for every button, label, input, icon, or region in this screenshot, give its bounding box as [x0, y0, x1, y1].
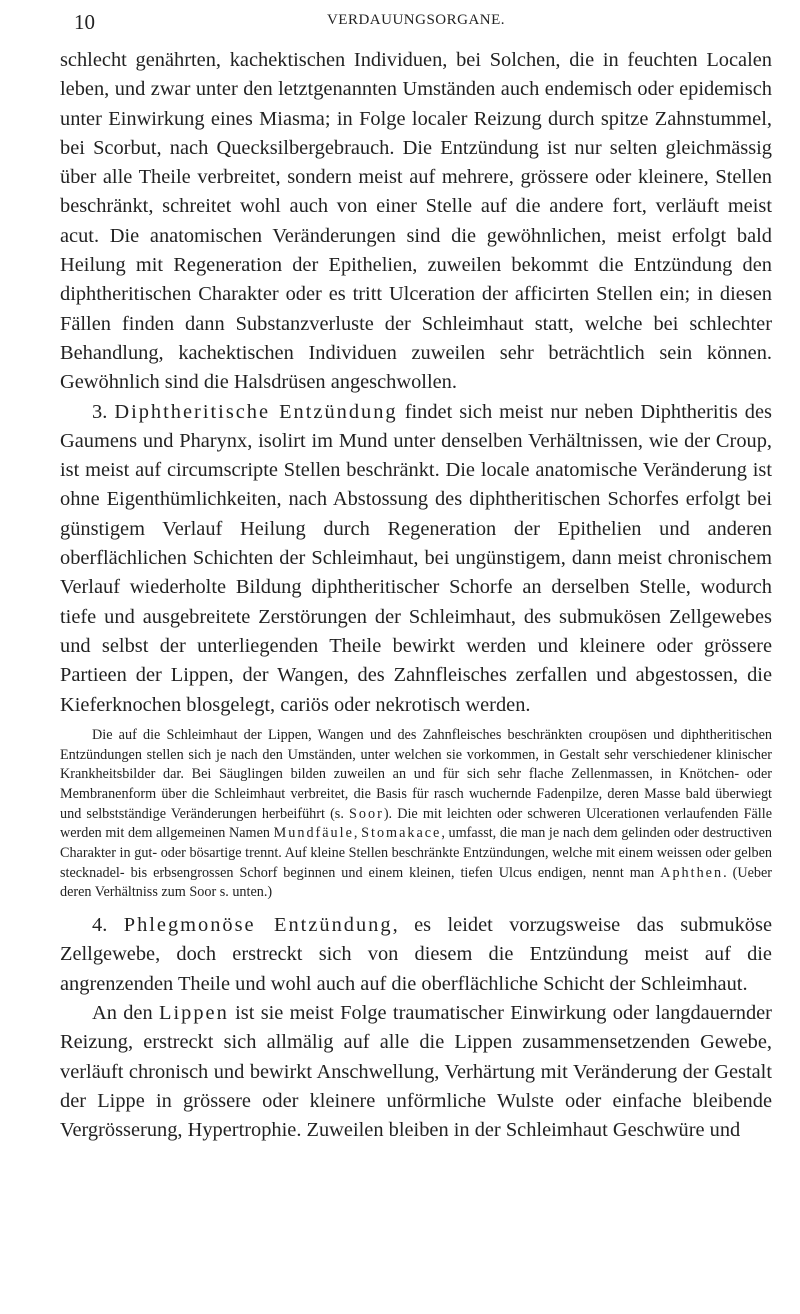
section-term: Diphtheritische Entzündung [114, 400, 398, 423]
note-paragraph [60, 726, 772, 903]
page-number: 10 [74, 10, 95, 34]
section-term: Lippen [159, 1002, 229, 1025]
note-text: . (Ueber deren Verhältniss zum Soor s. unten.) [60, 864, 772, 901]
section-intro: An den [92, 1002, 153, 1025]
section-text: findet sich meist nur neben Diphtheritis des Gaumens und Pharynx, isolirt im Mund unter denselben Verhältnissen, wie der Croup, ist meist auf circumscripte Stellen beschränkt. Die locale anatomische Veränderung ist ohne Eigenthümlichkeiten, nach Abstossung des diphtheritischen Schorfes erfolgt bei günstigem Verlauf Heilung durch Regeneration der Epithelien und anderen oberflächlichen Schichten der Schleimhaut, bei ungünstigem, dann meist chronischem Verlauf wiederholte Bildung diphtheritischer Schorfe an derselben Stelle, wodurch tiefe und ausgebreitete Zerstörungen der Schleimhaut, des submukösen Zellgewebes und selbst der unterliegenden Theile bewirkt werden und kleinere oder grössere Partieen der Lippen, der Wangen, des Zahnfleisches zerfallen und abgestossen, die Kieferknochen blosgelegt, cariös oder nekrotisch werden. [60, 400, 772, 716]
section-number: 3. [92, 400, 108, 423]
note-text: Die auf die Schleimhaut der Lippen, Wangen und des Zahnfleisches beschränkten croupösen und diphtheritischen Entzündungen stellen sich je nach den Umständen, unter welchen sie vorkommen, in Gestalt sehr verschiedener klinischer Krankheitsbilder dar. Bei Säuglingen bilden zuweilen an und für sich sehr flache Zellenmassen, in Knötchen- oder Membranenform über die Schleimhaut verbreitet, die Basis für rasch wuchernde Fadenpilze, deren Masse bald überwiegt und selbstständige Veränderungen herbeiführt (s. [60, 726, 772, 822]
section-number: 4. [92, 914, 108, 937]
book-page [60, 0, 772, 1146]
section-term: Phlegmonöse Entzündung [123, 914, 393, 937]
section-text: , es leidet vorzugsweise das submuköse Zellgewebe, doch erstreckt sich von diesem die Entzündung meist auf die angrenzenden Theile und wohl auch auf die oberflächliche Schicht der Schleimhaut. [60, 914, 772, 995]
note-term-stomakace: Stomakace [361, 825, 442, 842]
paragraph-continuation: schlecht genährten, kachektischen Individuen, bei Solchen, die in feuchten Localen leben, und zwar unter den letztgenannten Umständen auch endemisch oder epidemisch unter Einwirkung eines Miasma; in Folge localer Reizung durch spitze Zahnstummel, bei Scorbut, nach Quecksilbergebrauch. Die Entzündung ist nur selten gleichmässig über alle Theile verbreitet, sondern meist auf mehrere, grössere oder kleinere, Stellen beschränkt, schreitet wohl auch von einer Stelle auf die andere fort, verläuft meist acut. Die anatomischen Veränderungen sind die gewöhnlichen, meist erfolgt bald Heilung mit Regeneration der Epithelien, zuweilen bekommt die Entzündung den diphtheritischen Charakter oder es tritt Ulceration der afficirten Stellen ein; in diesen Fällen finden dann Substanzverluste der Schleimhaut statt, welche bei schlechter Behandlung, kachektischen Individuen zuweilen sehr beträchtlich sein können. Gewöhnlich sind die Halsdrüsen angeschwollen. [60, 49, 772, 394]
paragraph-phlegmonous [60, 911, 772, 999]
note-text: , umfasst, die man je nach dem gelinden oder destructiven Charakter in gut- oder bösartige trennt. Auf kleine Stellen beschränkte Entzündungen, welche mit einem weissen oder gelben stecknadel- bis erbsengrossen Schorf beginnen und einem kleinen, tiefen Ulcus endigen, nennt man [60, 825, 773, 881]
note-term-aphthen: Aphthen [660, 864, 724, 881]
note-text: ). Die mit leichten oder schweren Ulcerationen verlaufenden Fälle werden mit dem allgemeinen Namen [60, 805, 772, 842]
note-text: , [353, 825, 358, 842]
note-term-mundfaeule: Mundfäule [273, 825, 354, 842]
section-text: ist sie meist Folge traumatischer Einwirkung oder langdauernder Reizung, erstreckt sich allmälig auf alle die Lippen zusammensetzenden Gewebe, verläuft chronisch und bewirkt Anschwellung, Verhärtung mit Veränderung der Gestalt der Lippe in grössere oder kleinere unförmliche Wulste oder einfache bleibende Vergrösserung, Hypertrophie. Zuweilen bleiben in der Schleimhaut Geschwüre und [60, 1002, 772, 1142]
paragraph-lips [60, 999, 772, 1145]
paragraph-diphtheritic [60, 398, 772, 720]
body-text [60, 46, 772, 1146]
note-term-soor: Soor [349, 805, 384, 822]
running-head [60, 6, 772, 46]
running-title: VERDAUUNGSORGANE. [326, 12, 506, 28]
